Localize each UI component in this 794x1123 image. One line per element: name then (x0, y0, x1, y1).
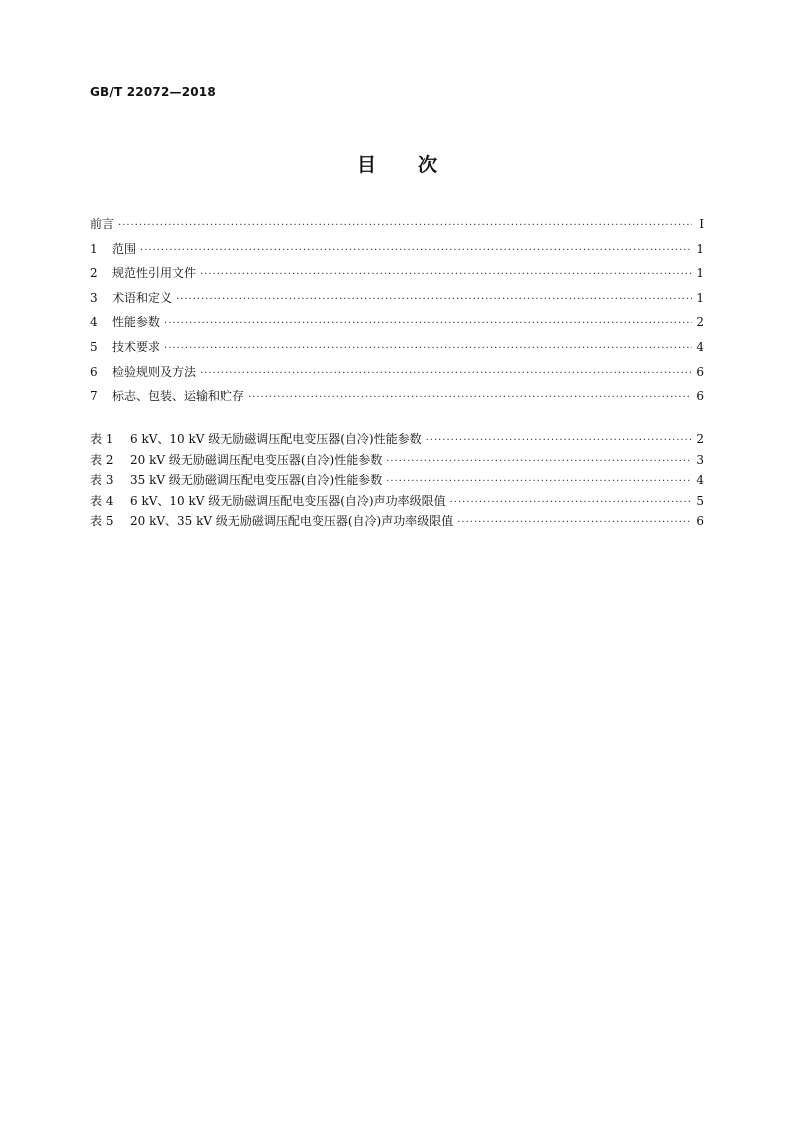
toc-entry-marking[interactable] (90, 387, 704, 412)
table-label: 35 kV 级无励磁调压配电变压器(自冷)性能参数 (130, 473, 383, 488)
leader-dots (386, 476, 692, 487)
toc-page: Ⅰ (699, 217, 704, 231)
toc-number: 2 (90, 266, 98, 281)
toc-entry-inspection[interactable] (90, 363, 704, 388)
toc-number: 4 (90, 315, 98, 330)
leader-dots (176, 294, 692, 305)
leader-dots (450, 497, 692, 508)
toc-number: 1 (90, 241, 98, 256)
table-label: 20 kV、35 kV 级无励磁调压配电变压器(自冷)声功率级限值 (130, 514, 454, 529)
toc-page: 1 (696, 266, 704, 281)
table-page: 4 (696, 473, 704, 488)
toc-entry-terms[interactable] (90, 289, 704, 314)
toc-number: 6 (90, 364, 98, 379)
toc-label: 范围 (112, 241, 137, 256)
leader-dots (200, 269, 692, 280)
leader-dots (386, 456, 692, 467)
leader-dots (200, 368, 692, 379)
standard-number: GB/T 22072—2018 (90, 85, 216, 99)
table-page: 6 (696, 514, 704, 529)
table-entry-5[interactable] (90, 512, 704, 533)
leader-dots (426, 435, 692, 446)
title-char-1: 目 (356, 154, 376, 176)
leader-dots (164, 318, 692, 329)
toc-page: 1 (696, 241, 704, 256)
table-number: 表 4 (90, 493, 114, 508)
page-title (0, 150, 794, 177)
table-page: 2 (696, 432, 704, 446)
title-char-2: 次 (418, 154, 438, 176)
toc-entry-normative-references[interactable] (90, 264, 704, 289)
toc-list (90, 215, 704, 412)
table-label: 20 kV 级无励磁调压配电变压器(自冷)性能参数 (130, 452, 383, 467)
toc-page: 6 (696, 364, 704, 379)
toc-label: 技术要求 (112, 339, 161, 354)
table-page: 3 (696, 452, 704, 467)
toc-page: 4 (696, 339, 704, 354)
toc-page: 6 (696, 389, 704, 404)
toc-entry-performance[interactable] (90, 313, 704, 338)
leader-dots (164, 343, 692, 354)
table-entry-2[interactable] (90, 451, 704, 472)
toc-entry-scope[interactable] (90, 240, 704, 265)
toc-label: 检验规则及方法 (112, 364, 197, 379)
toc-label: 性能参数 (112, 315, 161, 330)
table-entry-4[interactable] (90, 492, 704, 513)
table-number: 表 2 (90, 452, 114, 467)
toc-entry-requirements[interactable] (90, 338, 704, 363)
table-entry-1[interactable] (90, 430, 704, 451)
table-label: 6 kV、10 kV 级无励磁调压配电变压器(自冷)性能参数 (130, 432, 422, 446)
table-page: 5 (696, 493, 704, 508)
toc-page: 2 (696, 315, 704, 330)
toc-label: 规范性引用文件 (112, 266, 197, 281)
toc-label: 标志、包装、运输和贮存 (112, 389, 245, 404)
table-label: 6 kV、10 kV 级无励磁调压配电变压器(自冷)声功率级限值 (130, 493, 446, 508)
leader-dots (118, 220, 692, 231)
toc-label: 前言 (90, 217, 115, 231)
leader-dots (140, 245, 692, 256)
table-entry-3[interactable] (90, 471, 704, 492)
leader-dots (457, 517, 692, 528)
toc-number: 7 (90, 389, 98, 404)
table-number: 表 1 (90, 432, 114, 446)
toc-number: 5 (90, 339, 98, 354)
toc-number: 3 (90, 290, 98, 305)
table-number: 表 3 (90, 473, 114, 488)
toc-label: 术语和定义 (112, 290, 173, 305)
table-number: 表 5 (90, 514, 114, 529)
toc-page: 1 (696, 290, 704, 305)
toc-entry-foreword[interactable] (90, 215, 704, 240)
leader-dots (248, 392, 692, 403)
table-list (90, 430, 704, 533)
